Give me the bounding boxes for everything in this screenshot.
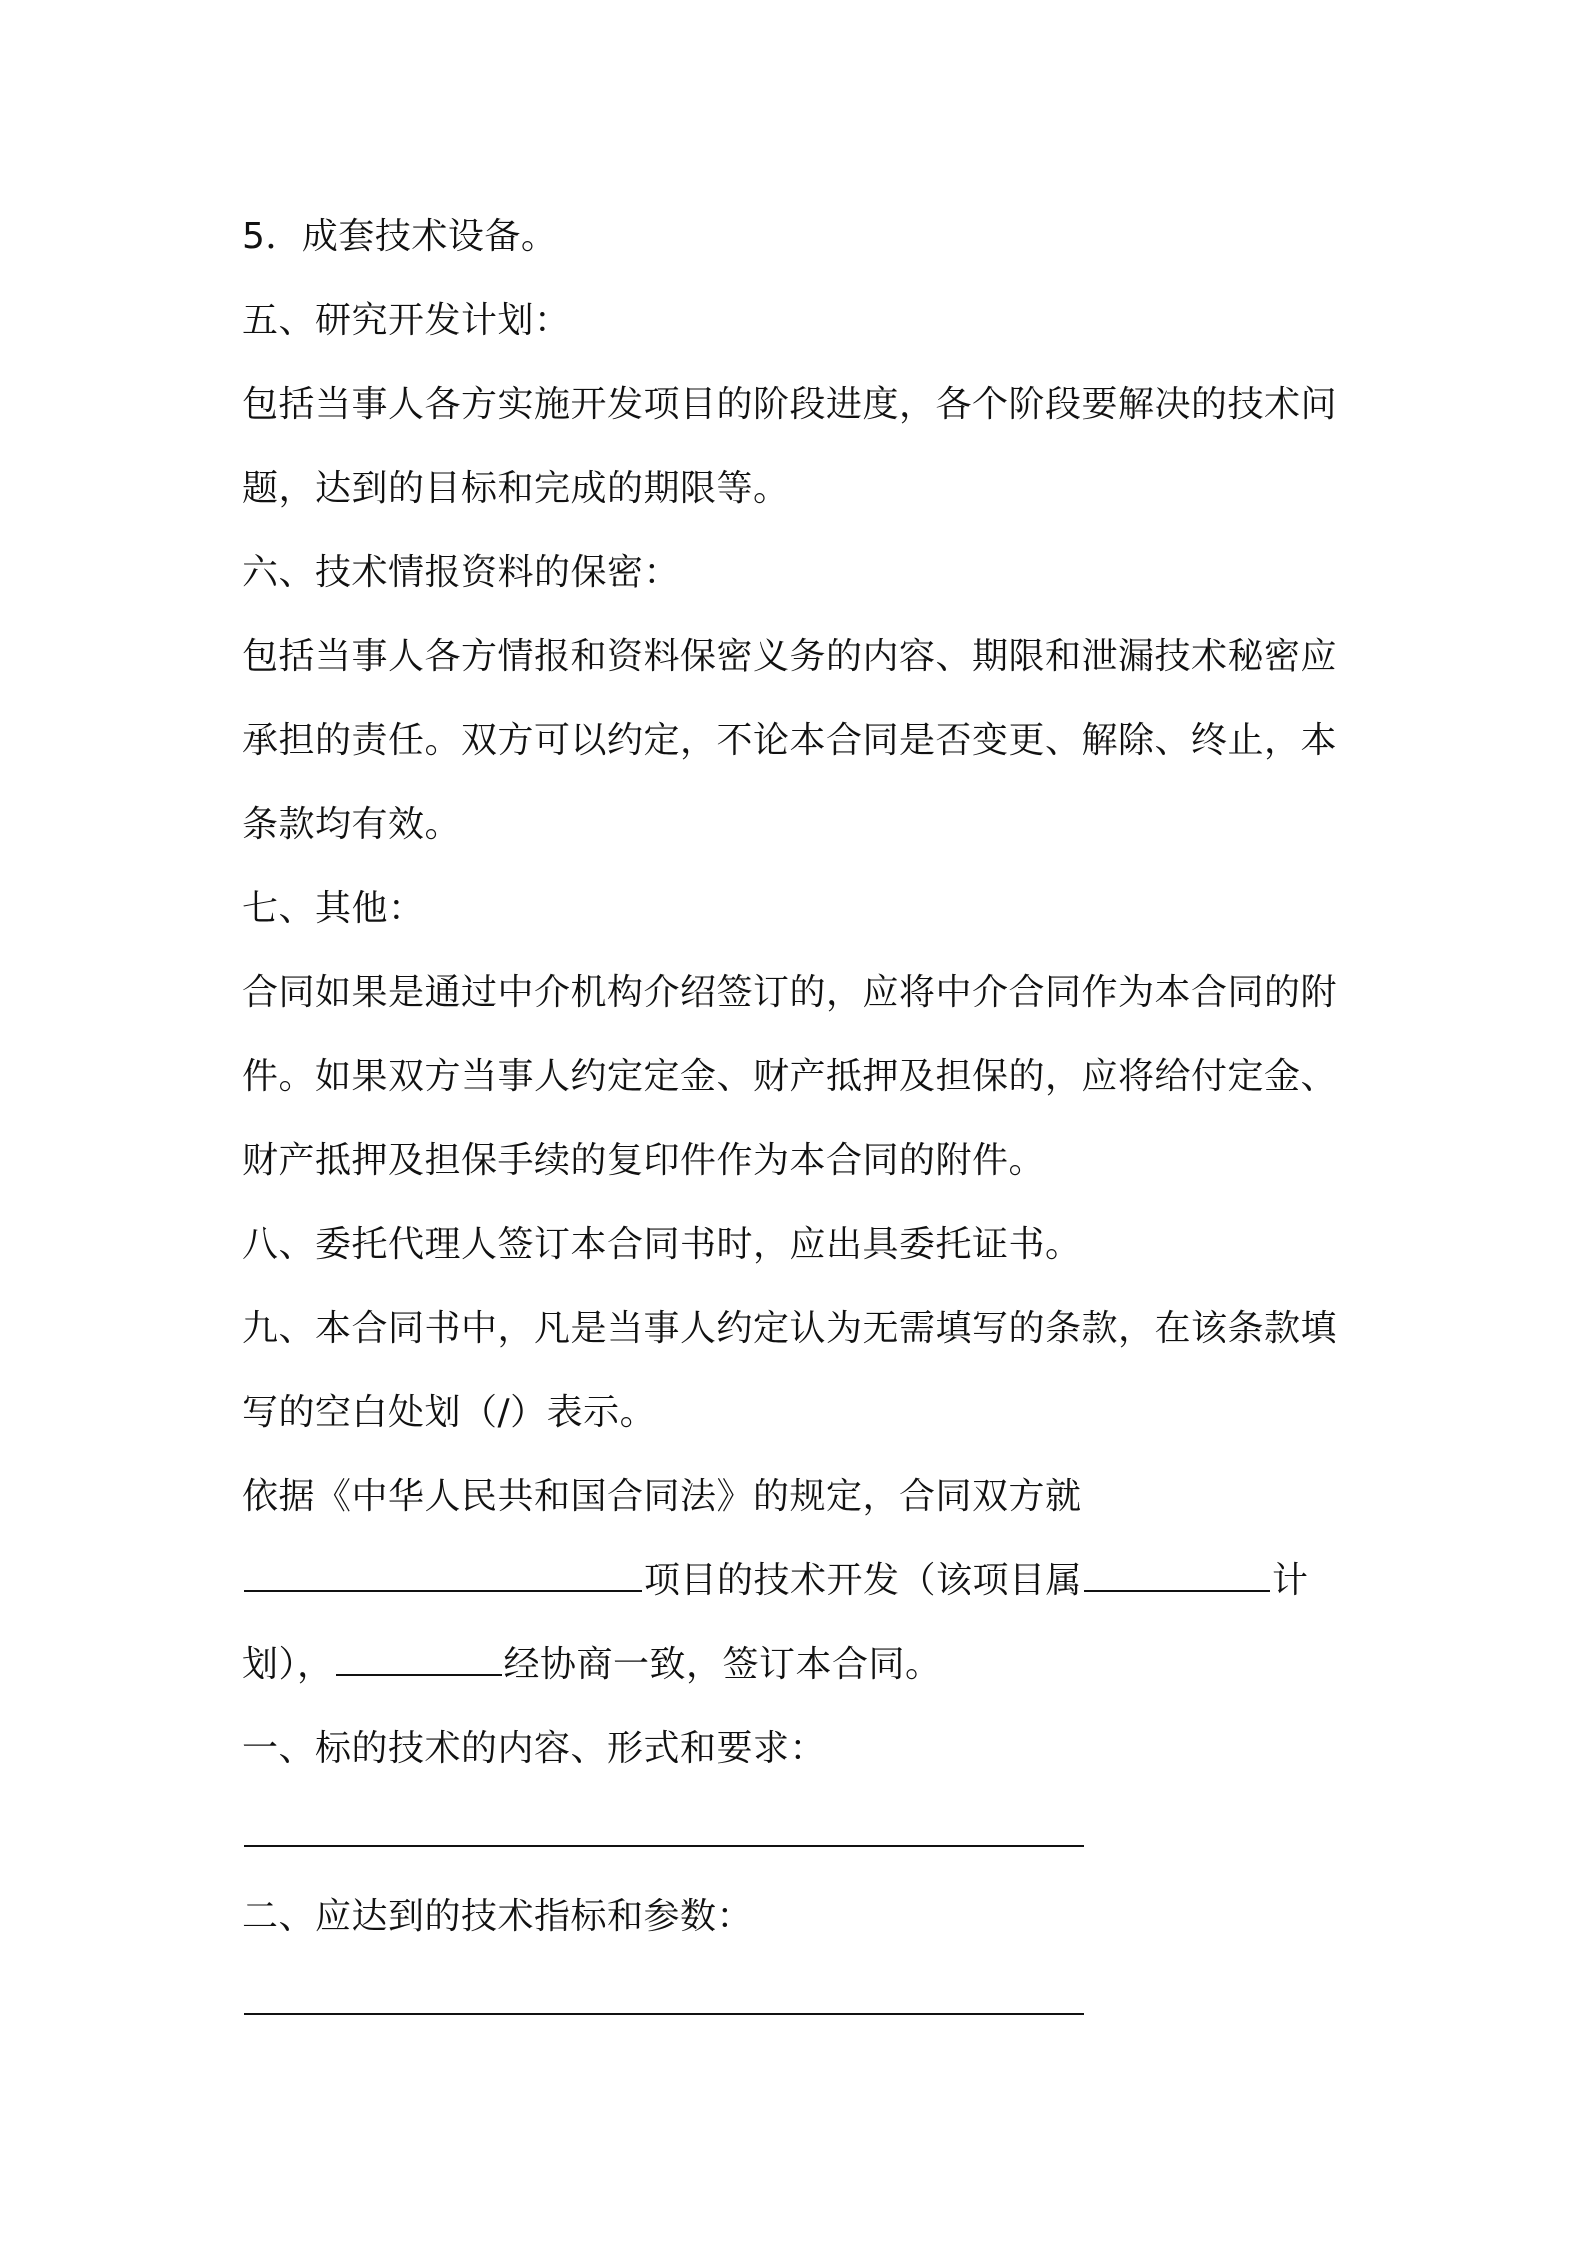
section-heading-confidentiality: 六、技术情报资料的保密：	[242, 552, 681, 593]
project-plan-blank[interactable]	[1084, 1570, 1270, 1592]
paragraph-text: 计	[1272, 1560, 1309, 1601]
agreement-fill-line	[242, 1623, 1362, 1707]
paragraph-line: 题，达到的目标和完成的期限等。	[242, 468, 790, 509]
section-heading-agent: 八、委托代理人签订本合同书时，应出具委托证书。	[242, 1224, 1082, 1265]
paragraph-line: 5．成套技术设备。	[242, 216, 558, 257]
paragraph-line: 写的空白处划（/）表示。	[242, 1392, 657, 1433]
paragraph-line: 承担的责任。双方可以约定，不论本合同是否变更、解除、终止，本	[242, 720, 1338, 761]
section-heading-research-plan: 五、研究开发计划：	[242, 300, 571, 341]
paragraph-text: 划），	[242, 1644, 334, 1685]
fill-in-line	[242, 1791, 1362, 1875]
paragraph-line: 依据《中华人民共和国合同法》的规定，合同双方就	[242, 1476, 1082, 1517]
section-heading-other: 七、其他：	[242, 888, 425, 929]
paragraph-text: 项目的技术开发（该项目属	[644, 1560, 1083, 1601]
paragraph-text: 经协商一致，签订本合同。	[503, 1644, 942, 1685]
paragraph-line: 条款均有效。	[242, 804, 462, 845]
paragraph-line: 件。如果双方当事人约定定金、财产抵押及担保的，应将给付定金、	[242, 1056, 1338, 1097]
paragraph-line: 包括当事人各方实施开发项目的阶段进度，各个阶段要解决的技术问	[242, 384, 1338, 425]
section-heading-tech-indicators: 二、应达到的技术指标和参数：	[242, 1896, 754, 1937]
paragraph-line: 包括当事人各方情报和资料保密义务的内容、期限和泄漏技术秘密应	[242, 636, 1338, 677]
section-heading-subject-tech: 一、标的技术的内容、形式和要求：	[242, 1728, 827, 1769]
paragraph-line: 合同如果是通过中介机构介绍签订的，应将中介合同作为本合同的附	[242, 972, 1338, 1013]
section-heading-blank-fields: 九、本合同书中，凡是当事人约定认为无需填写的条款，在该条款填	[242, 1308, 1338, 1349]
fill-in-line	[242, 1959, 1362, 2043]
fill-in-rule[interactable]	[244, 1845, 1084, 1847]
fill-in-rule[interactable]	[244, 2013, 1084, 2015]
project-fill-line	[242, 1539, 1362, 1623]
project-name-blank[interactable]	[244, 1570, 642, 1592]
paragraph-line: 财产抵押及担保手续的复印件作为本合同的附件。	[242, 1140, 1046, 1181]
parties-blank[interactable]	[336, 1654, 502, 1676]
document-body	[242, 195, 1362, 2043]
